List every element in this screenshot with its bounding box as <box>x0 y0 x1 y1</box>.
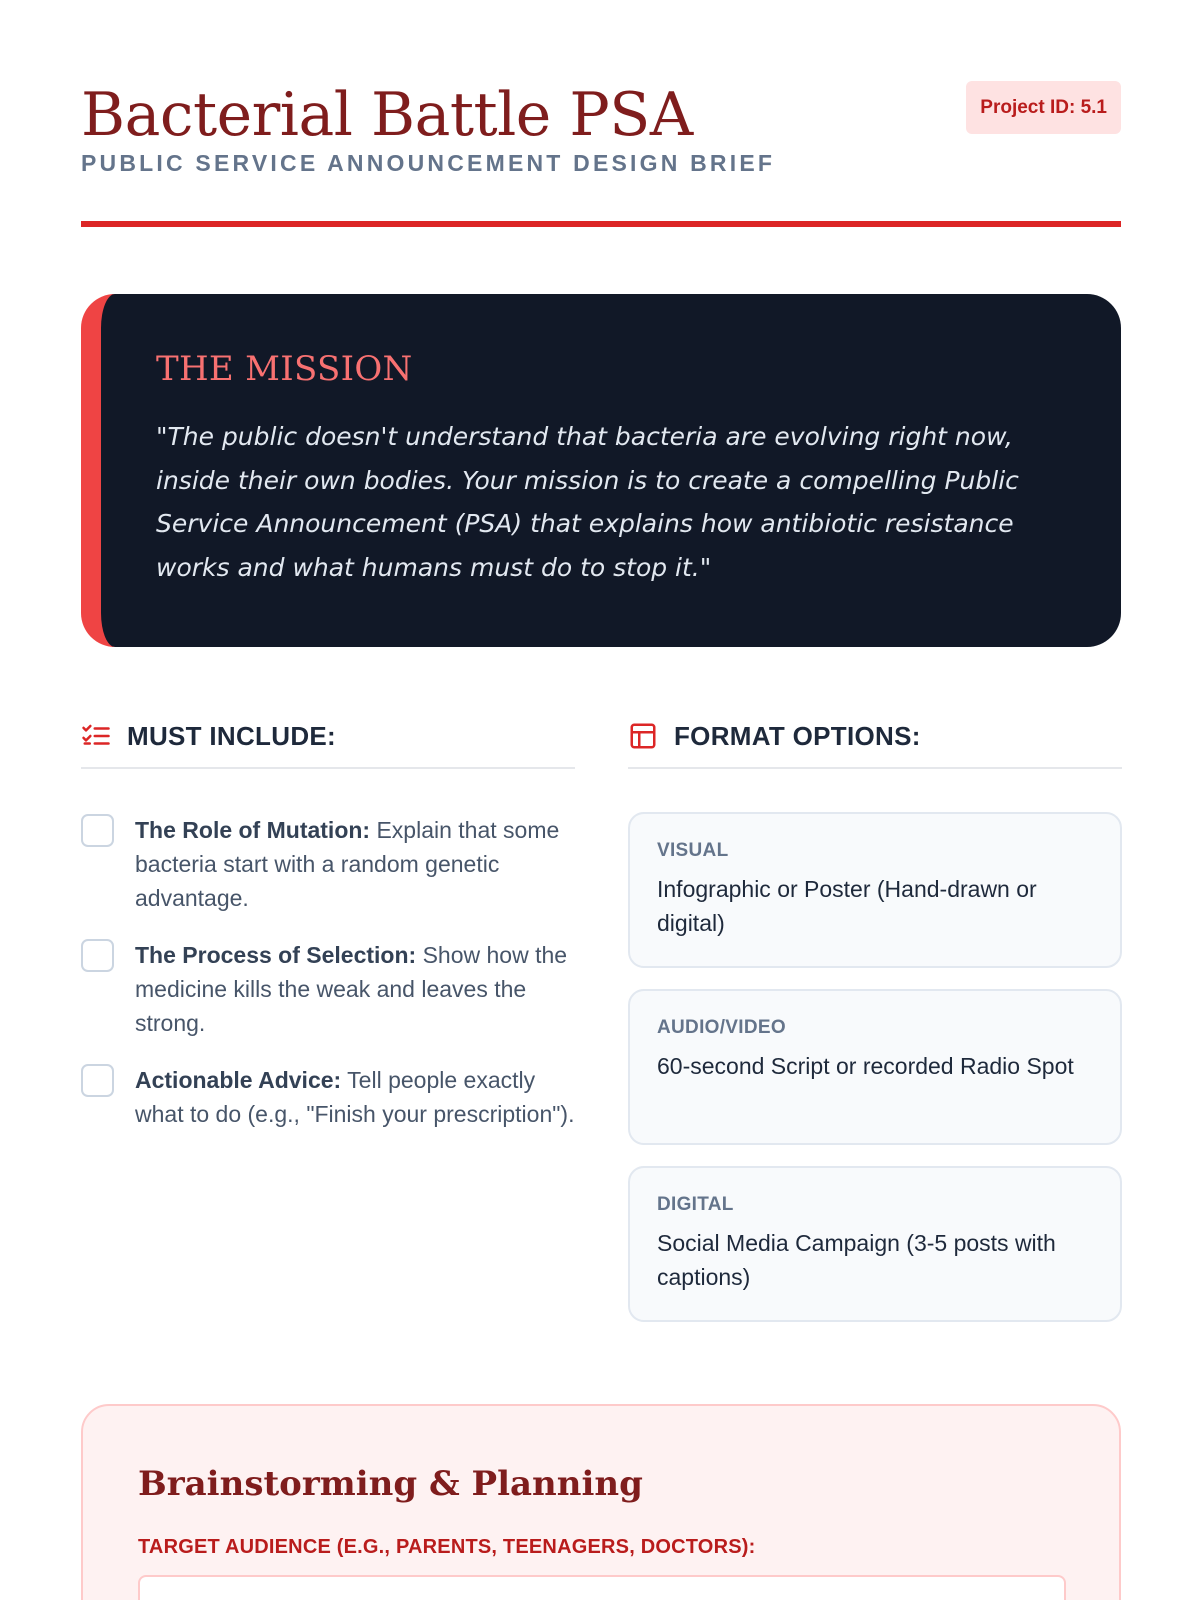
format-options-heading: FORMAT OPTIONS: <box>674 721 921 751</box>
page-subtitle: PUBLIC SERVICE ANNOUNCEMENT DESIGN BRIEF <box>81 150 776 176</box>
list-item-text <box>135 938 575 1040</box>
format-label: VISUAL <box>657 840 729 861</box>
selection-checkbox[interactable] <box>81 939 114 972</box>
format-label: DIGITAL <box>657 1194 734 1215</box>
format-card-audio-video <box>628 989 1122 1145</box>
brainstorming-section <box>81 1404 1121 1600</box>
project-id-badge: Project ID: 5.1 <box>966 81 1121 134</box>
format-card-digital <box>628 1166 1122 1322</box>
list-item <box>81 1063 575 1131</box>
format-description: Infographic or Poster (Hand-drawn or digital) <box>657 876 1037 936</box>
mutation-checkbox[interactable] <box>81 814 114 847</box>
list-item-body: Explain that some bacteria start with a random genetic advantage. <box>135 817 560 911</box>
must-include-header <box>81 712 575 769</box>
format-description: 60-second Script or recorded Radio Spot <box>657 1053 1074 1079</box>
list-item-bold: The Role of Mutation: <box>135 817 371 843</box>
checklist-icon <box>81 721 111 751</box>
list-item-body: Tell people exactly what to do (e.g., "Finish your prescription"). <box>135 1067 575 1127</box>
advice-checkbox[interactable] <box>81 1064 114 1097</box>
page-header <box>81 0 1121 227</box>
target-audience-input[interactable] <box>138 1575 1066 1600</box>
format-card-visual <box>628 812 1122 968</box>
list-item <box>81 938 575 1040</box>
format-description: Social Media Campaign (3-5 posts with captions) <box>657 1230 1056 1290</box>
must-include-section <box>81 712 575 1154</box>
target-audience-label: TARGET AUDIENCE (E.G., PARENTS, TEENAGERS, DOCTORS): <box>138 1536 756 1558</box>
list-item-text <box>135 1063 575 1131</box>
mission-title: THE MISSION <box>156 349 413 389</box>
format-label: AUDIO/VIDEO <box>657 1017 786 1038</box>
must-include-list <box>81 813 575 1131</box>
must-include-heading: MUST INCLUDE: <box>127 721 336 751</box>
layout-icon <box>628 721 658 751</box>
list-item <box>81 813 575 915</box>
list-item-text <box>135 813 575 915</box>
mission-panel <box>81 294 1121 647</box>
brainstorming-title: Brainstorming & Planning <box>138 1464 643 1504</box>
format-options-list <box>628 812 1122 1322</box>
list-item-body: Show how the medicine kills the weak and leaves the strong. <box>135 942 568 1036</box>
format-options-section <box>628 712 1122 1343</box>
list-item-bold: Actionable Advice: <box>135 1067 342 1093</box>
design-brief-page <box>81 0 1121 1558</box>
page-title: Bacterial Battle PSA <box>81 80 693 150</box>
list-item-bold: The Process of Selection: <box>135 942 417 968</box>
format-options-header <box>628 712 1122 769</box>
mission-quote: "The public doesn't understand that bacteria are evolving right now, inside their own bodies. Your mission is to create a compelling Public Service Announcement (PSA) that explains how antibiotic resistance works and what humans must do to stop it." <box>156 422 1019 582</box>
